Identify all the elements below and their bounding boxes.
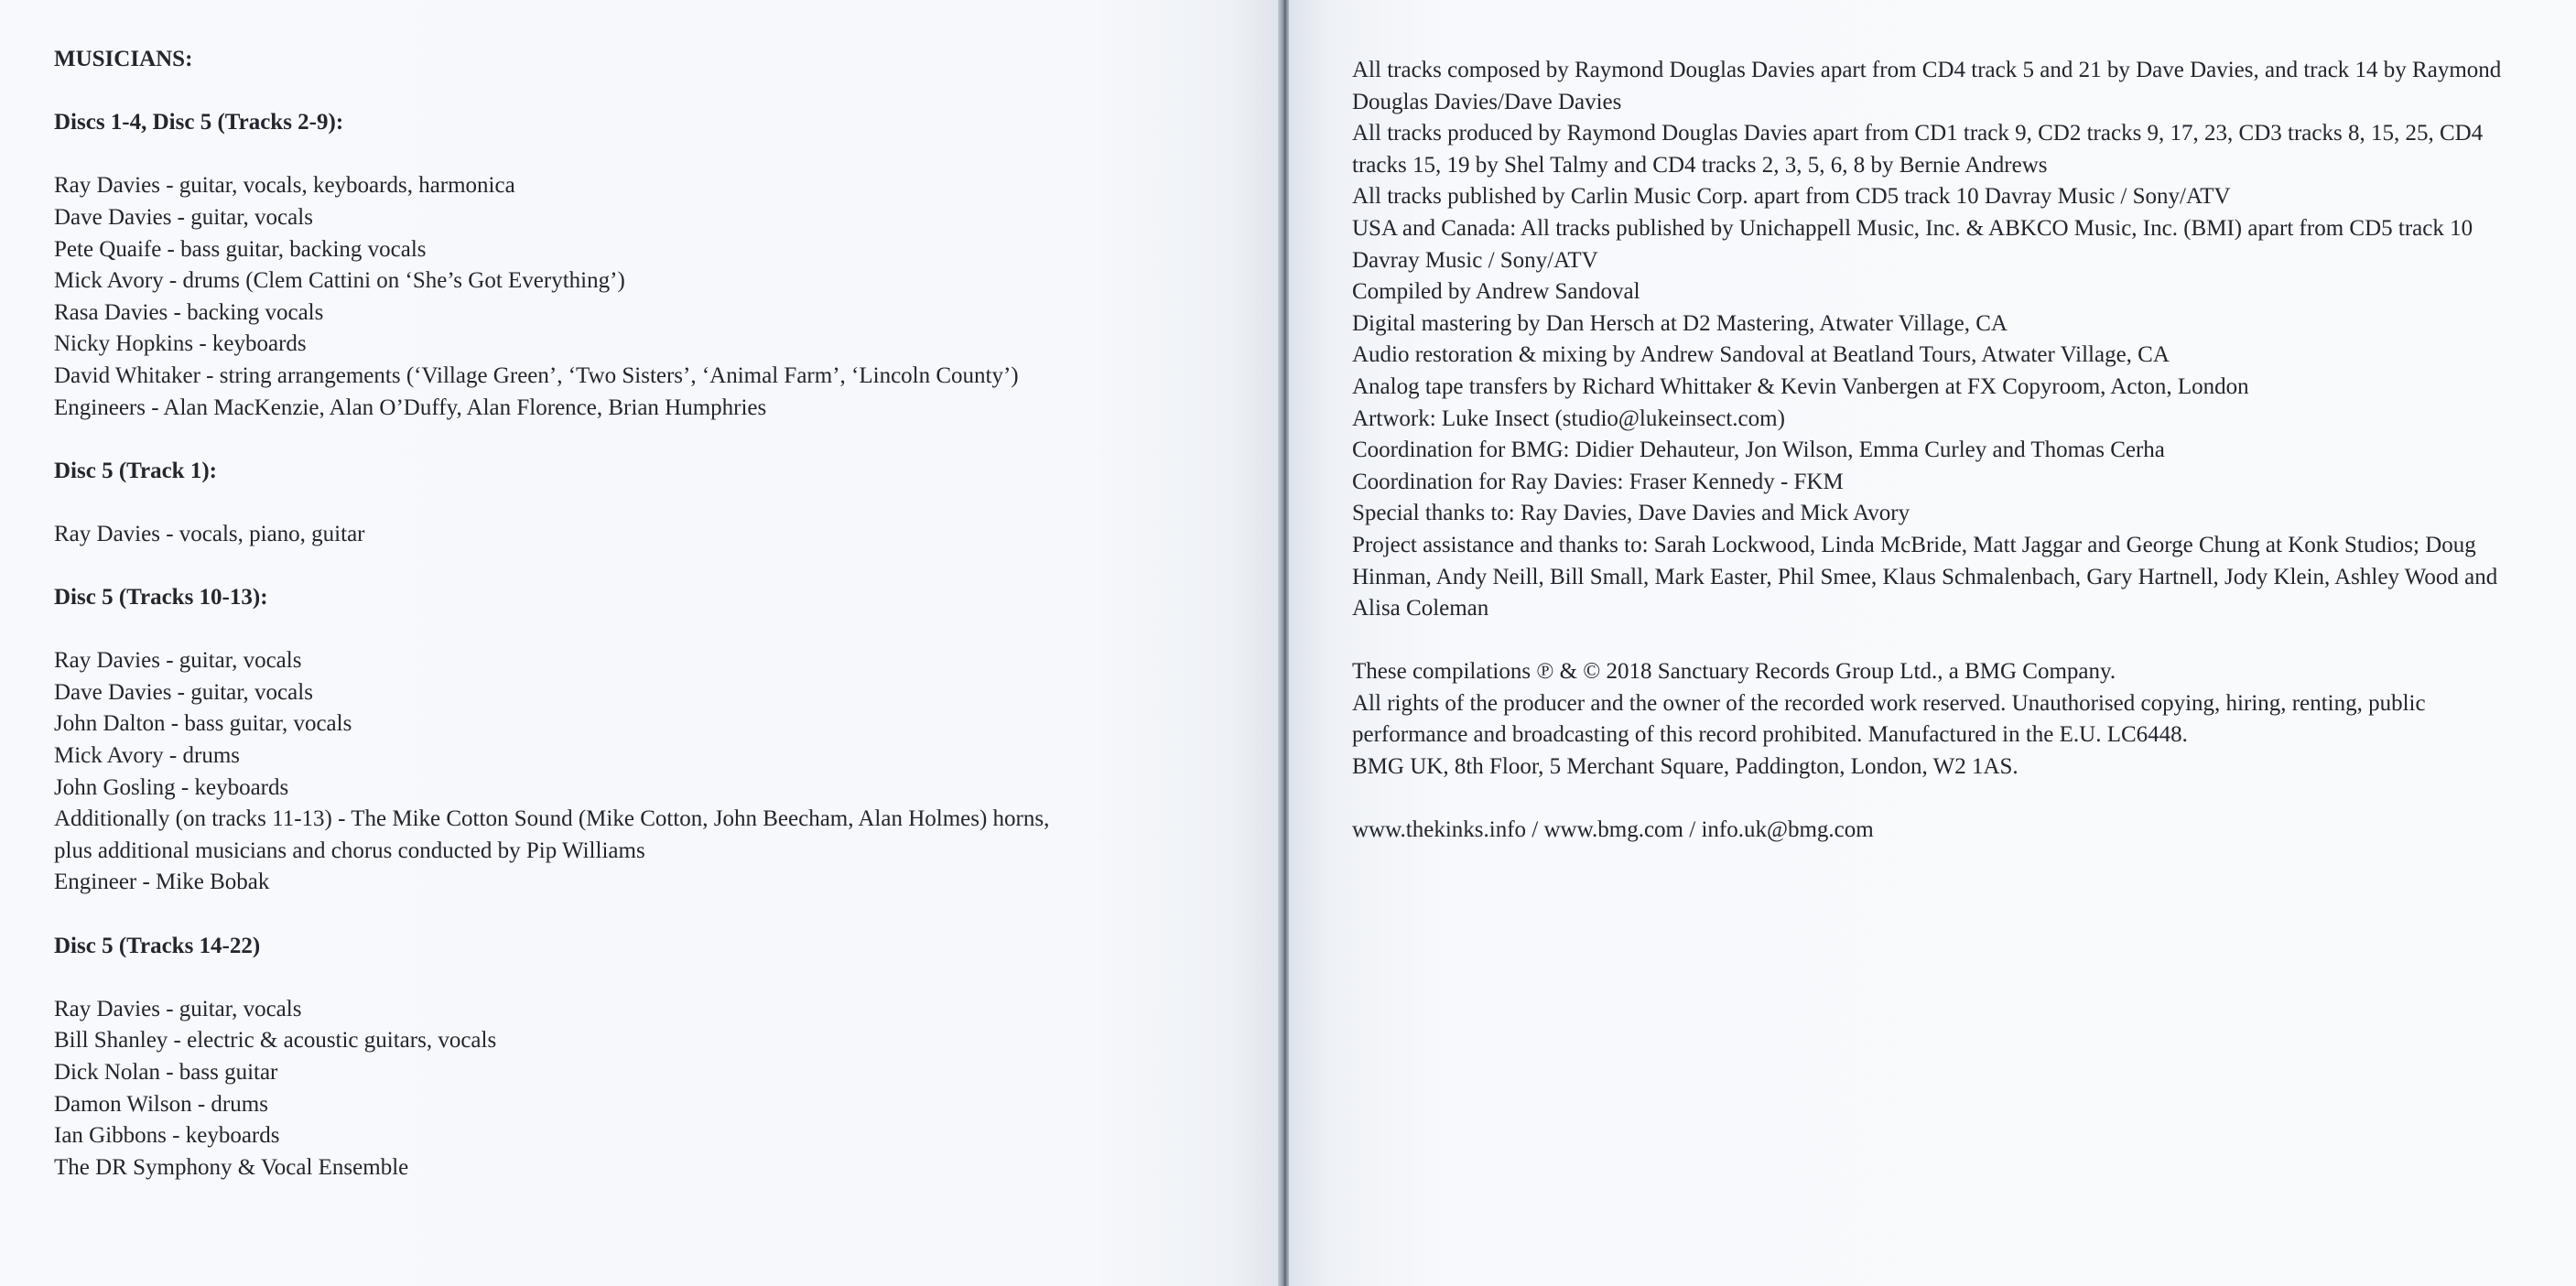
credit-line: Compiled by Andrew Sandoval bbox=[1352, 279, 1640, 305]
musician-line: Dave Davies - guitar, vocals bbox=[54, 204, 313, 230]
section-heading: Disc 5 (Track 1): bbox=[54, 458, 217, 483]
musicians-column bbox=[54, 44, 1244, 1183]
credit-line: Project assistance and thanks to: Sarah Lockwood, Linda McBride, Matt Jaggar and George Chung at Konk Studios; Doug Hinman, Andy Neill, Bill Small, Mark Easter, Phil Smee, Klaus Schmalenbach, Gary Hartnell, Jody Klein, Ashley Wood and Alisa Coleman bbox=[1352, 532, 2498, 621]
credit-line: All tracks composed by Raymond Douglas Davies apart from CD4 track 5 and 21 by Dave Davies, and track 14 by Raymond Douglas Davies/Dave Davies bbox=[1352, 58, 2502, 114]
musician-line: Rasa Davies - backing vocals bbox=[54, 299, 324, 325]
credit-line: Special thanks to: Ray Davies, Dave Davies and Mick Avory bbox=[1352, 501, 1910, 526]
credit-line: Artwork: Luke Insect (studio@lukeinsect.com) bbox=[1352, 405, 1785, 431]
musician-line: Ray Davies - guitar, vocals bbox=[54, 648, 302, 674]
musician-line: Dick Nolan - bass guitar bbox=[54, 1060, 278, 1085]
musician-line: Mick Avory - drums (Clem Cattini on ‘She’s Got Everything’) bbox=[54, 268, 625, 294]
musician-line: Ray Davies - guitar, vocals bbox=[54, 996, 302, 1021]
section-heading: Disc 5 (Tracks 14-22) bbox=[54, 933, 261, 958]
musician-line: Nicky Hopkins - keyboards bbox=[54, 331, 307, 357]
musician-line: Ian Gibbons - keyboards bbox=[54, 1123, 280, 1149]
musician-line: Damon Wilson - drums bbox=[54, 1091, 268, 1117]
section-heading: Discs 1-4, Disc 5 (Tracks 2-9): bbox=[54, 110, 344, 135]
musician-line: John Gosling - keyboards bbox=[54, 774, 289, 800]
legal-line: All rights of the producer and the owner of the recorded work reserved. Unauthorised copying, hiring, renting, public performance and broadcasting of this record prohibited. Manufactured in the E.U. LC6448. bbox=[1352, 690, 2426, 748]
legal-line: These compilations ℗ & © 2018 Sanctuary Records Group Ltd., a BMG Company. bbox=[1352, 659, 2116, 685]
musician-line: Ray Davies - guitar, vocals, keyboards, harmonica bbox=[54, 173, 515, 199]
web-links: www.thekinks.info / www.bmg.com / info.uk@bmg.com bbox=[1352, 817, 1874, 843]
musician-line: Engineer - Mike Bobak bbox=[54, 870, 270, 895]
left-page bbox=[0, 0, 1282, 1286]
credit-line: All tracks published by Carlin Music Corp. apart from CD5 track 10 Davray Music / Sony/ATV bbox=[1352, 184, 2231, 210]
credit-line: Coordination for Ray Davies: Fraser Kennedy - FKM bbox=[1352, 469, 1844, 494]
musician-line: Dave Davies - guitar, vocals bbox=[54, 679, 313, 705]
credit-line: All tracks produced by Raymond Douglas Davies apart from CD1 track 9, CD2 tracks 9, 17, 23, CD3 tracks 8, 15, 25, CD4 tracks 15, 19 by Shel Talmy and CD4 tracks 2, 3, 5, 6, 8 by Bernie Andrews bbox=[1352, 121, 2484, 178]
musician-line: David Whitaker - string arrangements (‘Village Green’, ‘Two Sisters’, ‘Animal Farm’, ‘Lincoln County’) bbox=[54, 362, 1019, 388]
legal-line: BMG UK, 8th Floor, 5 Merchant Square, Paddington, London, W2 1AS. bbox=[1352, 754, 2019, 780]
musician-line: Additionally (on tracks 11-13) - The Mike Cotton Sound (Mike Cotton, John Beecham, Alan Holmes) horns, bbox=[54, 806, 1050, 832]
credit-line: Audio restoration & mixing by Andrew Sandoval at Beatland Tours, Atwater Village, CA bbox=[1352, 342, 2170, 368]
musician-line: Pete Quaife - bass guitar, backing vocals bbox=[54, 236, 427, 262]
musician-line: plus additional musicians and chorus conducted by Pip Williams bbox=[54, 838, 645, 863]
credits-column bbox=[1352, 55, 2515, 847]
musician-line: Ray Davies - vocals, piano, guitar bbox=[54, 521, 365, 546]
musician-line: Mick Avory - drums bbox=[54, 743, 240, 769]
credit-line: USA and Canada: All tracks published by Unichappell Music, Inc. & ABKCO Music, Inc. (BMI) apart from CD5 track 10 Davray Music / Sony/ATV bbox=[1352, 215, 2473, 273]
musician-line: John Dalton - bass guitar, vocals bbox=[54, 711, 352, 737]
credit-line: Digital mastering by Dan Hersch at D2 Mastering, Atwater Village, CA bbox=[1352, 310, 2008, 336]
musician-line: Engineers - Alan MacKenzie, Alan O’Duffy, Alan Florence, Brian Humphries bbox=[54, 394, 767, 420]
musician-line: The DR Symphony & Vocal Ensemble bbox=[54, 1154, 409, 1180]
credit-line: Coordination for BMG: Didier Dehauteur, Jon Wilson, Emma Curley and Thomas Cerha bbox=[1352, 438, 2165, 463]
credit-line: Analog tape transfers by Richard Whittaker & Kevin Vanbergen at FX Copyroom, Acton, London bbox=[1352, 373, 2249, 399]
section-heading: Disc 5 (Tracks 10-13): bbox=[54, 585, 268, 611]
musician-line: Bill Shanley - electric & acoustic guitars, vocals bbox=[54, 1028, 497, 1054]
musicians-title: MUSICIANS: bbox=[54, 47, 193, 71]
